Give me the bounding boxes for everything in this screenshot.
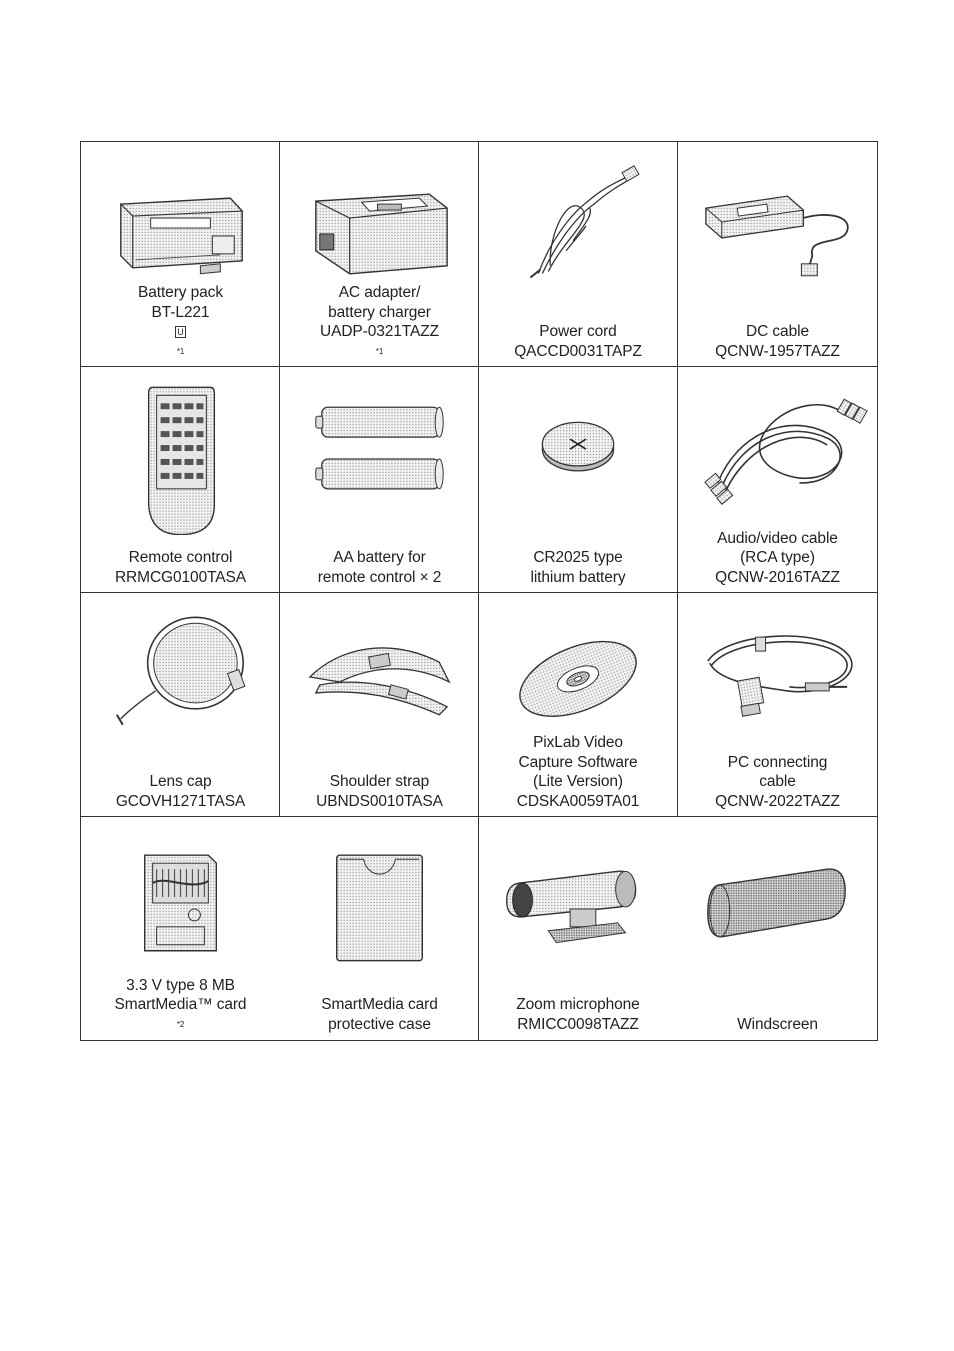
caption-line: Power cord [539,323,617,340]
remote-control-icon [81,375,280,535]
caption-line: DC cable [746,323,809,340]
accessory-aa-battery [280,367,479,593]
caption-line: RRMCG0100TASA [114,568,247,586]
accessory-av-cable [678,367,877,593]
accessory-lens-cap [81,593,280,817]
caption-line: PixLab Video [533,734,623,751]
caption-line: PC connecting [727,753,828,771]
accessory-windscreen [678,817,877,1040]
accessory-dc-cable [678,142,877,367]
accessory-shoulder-strap [280,593,479,817]
accessory-software [479,593,677,817]
caption-line: 3.3 V type 8 MB [126,976,235,994]
caption-line: Lens cap [149,773,212,790]
footnote-mark: *1 [375,346,384,356]
caption-line: Zoom microphone [516,996,640,1013]
caption-line: Capture Software [518,753,638,771]
shoulder-strap-icon [280,607,479,747]
caption-line: AC adapter/ [338,284,421,301]
caption-line [81,303,280,362]
av-cable-icon [678,373,877,513]
caption-line: remote control × 2 [317,568,442,586]
accessory-zoom-microphone [479,817,677,1040]
caption-line: GCOVH1271TASA [115,792,246,810]
accessory-pc-cable [678,593,877,817]
caption-line [81,995,280,1034]
card-case-icon [280,835,479,965]
cd-rom-icon [479,601,677,741]
accessory-ac-adapter [280,142,479,367]
accessory-smartmedia-card [81,817,280,1040]
caption-line: QCNW-1957TAZZ [715,342,840,360]
accessory-card-case [280,817,479,1040]
caption-line: cable [759,773,796,790]
caption-line: Remote control [128,549,233,566]
caption-model: SmartMedia™ card [114,996,247,1013]
caption-line: CDSKA0059TA01 [516,792,640,810]
caption-model: BT-L221 [151,303,210,321]
caption-line: Audio/video cable [717,529,838,547]
smartmedia-card-icon [81,835,280,965]
caption-line: Battery pack [138,284,223,301]
windscreen-icon [678,847,877,967]
caption-line: QCNW-2022TAZZ [715,792,840,810]
caption-line: Shoulder strap [329,773,430,790]
caption-line [280,322,479,361]
accessory-battery-pack [81,142,280,367]
footnote-mark: *1 [176,346,185,356]
caption-line: UBNDS0010TASA [316,792,443,810]
accessory-power-cord [479,142,677,367]
caption-line: SmartMedia card [321,996,438,1013]
caption-line: AA battery for [333,549,426,566]
power-cord-icon [479,156,677,296]
caption-line: QACCD0031TAPZ [514,342,642,360]
caption-line: QCNW-2016TAZZ [715,568,840,586]
accessories-grid [80,141,878,1041]
caption-line: RMICC0098TAZZ [517,1015,639,1033]
microphone-icon [479,847,677,967]
accessory-lithium-battery [479,367,677,593]
footnote-mark: *2 [176,1019,185,1029]
caption-line: CR2025 type [533,549,623,566]
caption-line: Windscreen [737,1015,818,1033]
dc-cable-icon [678,156,877,296]
battery-pack-icon [81,156,280,296]
lens-cap-icon [81,601,280,741]
caption-line: (Lite Version) [533,773,623,790]
caption-line: battery charger [328,303,431,321]
coin-battery-icon [479,387,677,527]
ac-adapter-icon [280,156,479,296]
caption-line: lithium battery [530,568,626,586]
caption-model: UADP-0321TAZZ [320,323,439,340]
region-symbol: U [177,327,184,337]
accessory-remote-control [81,367,280,593]
aa-battery-icon [280,387,479,527]
caption-line: (RCA type) [740,549,815,566]
caption-line: protective case [328,1015,431,1033]
pc-cable-icon [678,601,877,741]
